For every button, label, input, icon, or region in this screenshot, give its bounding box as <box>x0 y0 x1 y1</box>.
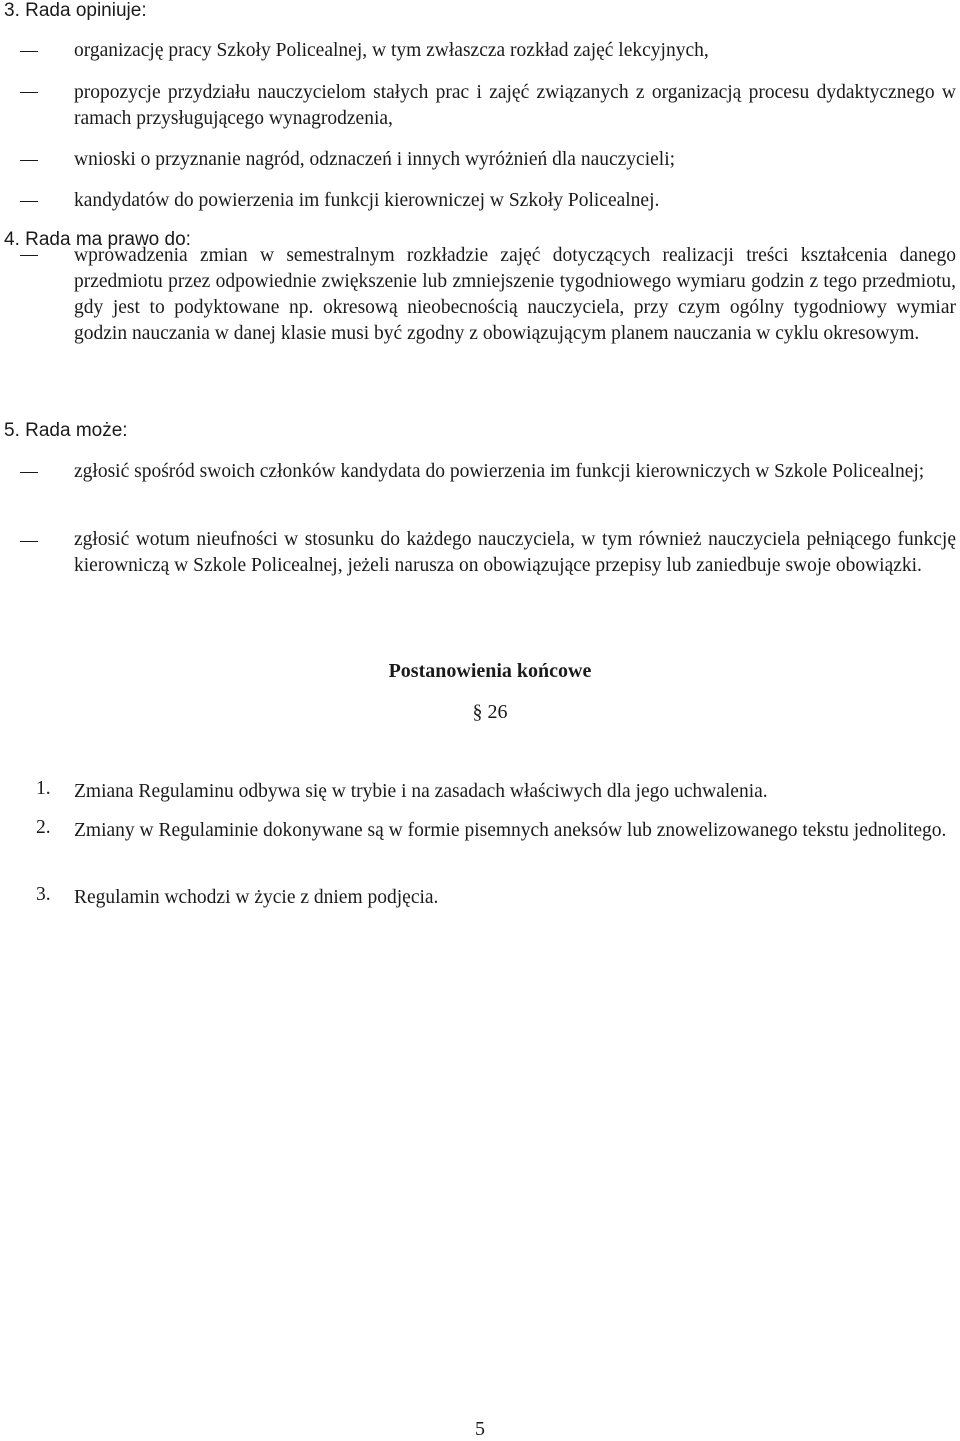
final-item-number: 1. <box>36 778 51 799</box>
final-item-number: 2. <box>36 817 51 838</box>
section-4-item-1: wprowadzenia zmian w semestralnym rozkładzie zajęć dotyczących realizacji treści kształcenia danego przedmiotu przez odpowiednie zwiększenie lub zmniejszenie tygodniowego wymiaru godzin z tego przedmiotu, gdy jest to podyktowane np. okresową nieobecnością nauczyciela, przy czym ogólny tygodniowy wymiar godzin nauczania w danej klasie musi być zgodny z obowiązującym planem nauczania w cyklu okresowym. <box>74 245 956 344</box>
section-3-item-1: organizację pracy Szkoły Policealnej, w tym zwłaszcza rozkład zajęć lekcyjnych, <box>74 40 709 61</box>
page-number: 5 <box>475 1418 485 1440</box>
section-5-item-1: zgłosić spośród swoich członków kandydata do powierzenia im funkcji kierowniczych w Szkole Policealnej; <box>74 461 925 482</box>
dash-bullet <box>20 51 38 52</box>
section-3-item-2: propozycje przydziału nauczycielom stałych prac i zajęć związanych z organizacją procesu dydaktycznego w ramach przysługującego wynagrodzenia, <box>74 82 956 129</box>
final-item-text: Zmiana Regulaminu odbywa się w trybie i na zasadach właściwych dla jego uchwalenia. <box>74 781 768 802</box>
section-5-item-2: zgłosić wotum nieufności w stosunku do każdego nauczyciela, w tym również nauczyciela pełniącego funkcję kierowniczą w Szkole Policealnej, jeżeli narusza on obowiązujące przepisy lub zaniedbuje swoje obowiązki. <box>74 529 956 576</box>
section-4-heading: 4. Rada ma prawo do: <box>4 229 191 250</box>
paragraph-number: § 26 <box>472 701 508 723</box>
section-3-item-4: kandydatów do powierzenia im funkcji kierowniczej w Szkoły Policealnej. <box>74 190 660 211</box>
final-item-text: Zmiany w Regulaminie dokonywane są w formie pisemnych aneksów lub znowelizowanego tekstu jednolitego. <box>74 820 947 841</box>
dash-bullet <box>20 472 38 473</box>
final-item-text: Regulamin wchodzi w życie z dniem podjęcia. <box>74 887 439 908</box>
dash-bullet <box>20 201 38 202</box>
section-3-heading: 3. Rada opiniuje: <box>4 0 147 21</box>
dash-bullet <box>20 92 38 93</box>
dash-bullet <box>20 255 38 256</box>
final-provisions-title: Postanowienia końcowe <box>388 660 592 682</box>
section-3-item-3: wnioski o przyznanie nagród, odznaczeń i innych wyróżnień dla nauczycieli; <box>74 149 676 170</box>
section-5-heading: 5. Rada może: <box>4 420 128 441</box>
final-item-number: 3. <box>36 884 51 905</box>
dash-bullet <box>20 160 38 161</box>
dash-bullet <box>20 541 38 542</box>
